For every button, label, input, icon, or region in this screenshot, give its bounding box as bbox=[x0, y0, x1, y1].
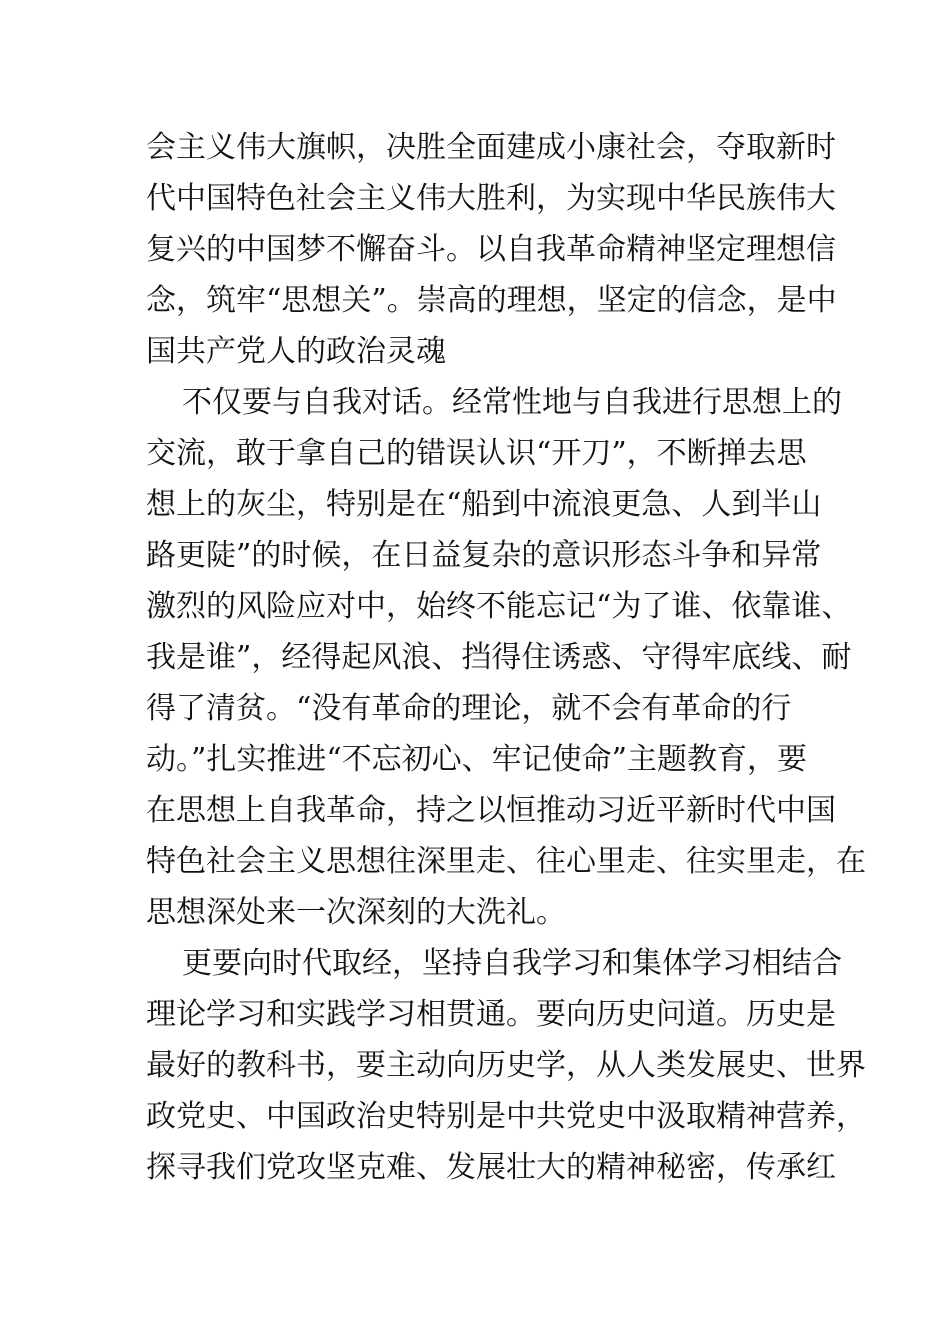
text-line: 想上的灰尘，特别是在“船到中流浪更急、人到半山 bbox=[146, 487, 822, 522]
text-line: 政党史、中国政治史特别是中共党史中汲取精神营养， bbox=[146, 1099, 866, 1134]
text-line: 特色社会主义思想往深里走、往心里走、往实里走，在 bbox=[146, 844, 866, 879]
text-line: 在思想上自我革命，持之以恒推动习近平新时代中国 bbox=[146, 793, 836, 828]
text-line: 最好的教科书，要主动向历史学，从人类发展史、世界 bbox=[146, 1048, 866, 1083]
text-line: 路更陡”的时候，在日益复杂的意识形态斗争和异常 bbox=[146, 538, 822, 573]
paragraph-first-line: 更要向时代取经，坚持自我学习和集体学习相结合 bbox=[182, 946, 842, 981]
text-line: 激烈的风险应对中，始终不能忘记“为了谁、依靠谁、 bbox=[146, 589, 852, 624]
text-line: 理论学习和实践学习相贯通。要向历史问道。历史是 bbox=[146, 997, 836, 1032]
text-line: 会主义伟大旗帜，决胜全面建成小康社会，夺取新时 bbox=[146, 130, 836, 165]
text-line: 交流，敢于拿自己的错误认识“开刀”，不断掸去思 bbox=[146, 436, 807, 471]
text-line: 复兴的中国梦不懈奋斗。以自我革命精神坚定理想信 bbox=[146, 232, 836, 267]
text-line: 念，筑牢“思想关”。崇高的理想，坚定的信念，是中 bbox=[146, 283, 837, 318]
text-line: 代中国特色社会主义伟大胜利，为实现中华民族伟大 bbox=[146, 181, 836, 216]
text-line: 探寻我们党攻坚克难、发展壮大的精神秘密，传承红 bbox=[146, 1150, 836, 1185]
paragraph-first-line: 不仅要与自我对话。经常性地与自我进行思想上的 bbox=[182, 385, 842, 420]
text-line: 得了清贫。“没有革命的理论，就不会有革命的行 bbox=[146, 691, 792, 726]
text-line: 国共产党人的政治灵魂 bbox=[146, 334, 446, 369]
document-body bbox=[146, 122, 866, 1193]
text-line: 我是谁”，经得起风浪、挡得住诱惑、守得牢底线、耐 bbox=[146, 640, 852, 675]
text-line: 动。”扎实推进“不忘初心、牢记使命”主题教育，要 bbox=[146, 742, 808, 777]
text-line: 思想深处来一次深刻的大洗礼。 bbox=[146, 895, 566, 930]
